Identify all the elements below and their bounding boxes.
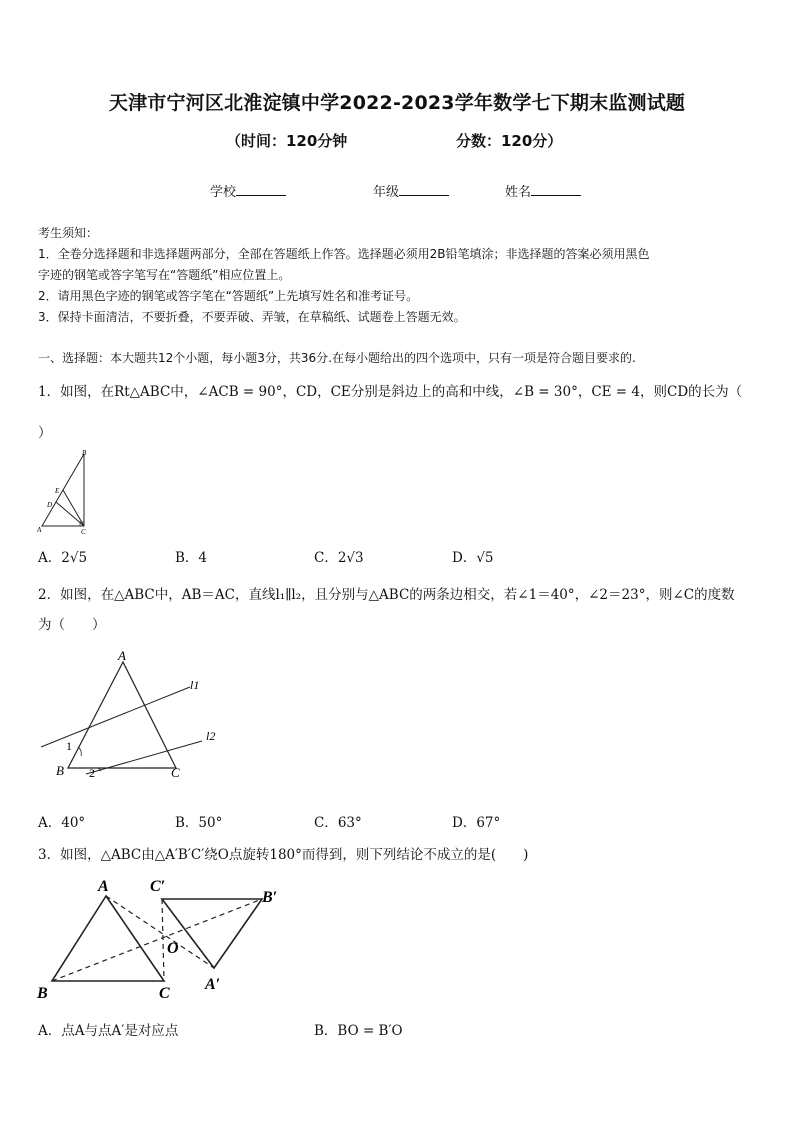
fig2-label-angle2: 2	[89, 766, 95, 780]
fig2-label-angle1: 1	[66, 739, 72, 753]
question-3-figure	[34, 872, 294, 1004]
question-3-option-b[interactable]: B．BO = B′O	[314, 1023, 403, 1039]
question-1-option-a[interactable]: A．2√5	[38, 550, 88, 566]
question-2-figure	[36, 644, 226, 784]
school-field: 学校	[210, 181, 286, 200]
question-2-text-end: 为（ ）	[38, 617, 106, 633]
fig3-label-o: O	[167, 940, 179, 957]
name-field: 姓名	[505, 181, 581, 200]
section-heading: 一、选择题：本大题共12个小题，每小题3分，共36分.在每小题给出的四个选项中，只有一项是符合题目要求的.	[38, 351, 636, 365]
notice-item: 1．全卷分选择题和非选择题两部分，全部在答题纸上作答。选择题必须用2B铅笔填涂；非选择题的答案必须用黑色	[38, 247, 650, 261]
time-label: （时间：120分钟	[226, 132, 348, 150]
question-1-text-end: ）	[38, 425, 52, 441]
fig3-label-b-prime: B′	[262, 889, 278, 906]
fig3-label-b: B	[37, 985, 48, 1002]
notice-item: 3．保持卡面清洁，不要折叠，不要弄破、弄皱，在草稿纸、试题卷上答题无效。	[38, 310, 466, 324]
fig1-label-a: A	[37, 526, 42, 534]
question-2-text: 2．如图，在△ABC中，AB＝AC，直线l₁∥l₂，且分别与△ABC的两条边相交，若∠1＝40°，∠2＝23°，则∠C的度数	[38, 587, 735, 603]
question-1-option-c[interactable]: C．2√3	[314, 550, 364, 566]
grade-field: 年级	[373, 181, 449, 200]
fig3-label-a: A	[98, 878, 109, 895]
fig3-label-c: C	[159, 985, 170, 1002]
question-1-option-d[interactable]: D．√5	[452, 550, 494, 566]
question-1-figure	[36, 446, 96, 534]
fig1-label-c: C	[81, 528, 86, 534]
fig2-label-l2: l2	[206, 729, 216, 743]
question-2-option-d[interactable]: D．67°	[452, 815, 501, 831]
fig2-label-l1: l1	[190, 678, 200, 692]
question-3-option-a[interactable]: A．点A与点A′是对应点	[38, 1023, 179, 1039]
fig2-label-a: A	[118, 648, 126, 663]
notice-heading: 考生须知：	[38, 226, 99, 240]
question-2-option-b[interactable]: B．50°	[175, 815, 223, 831]
fig2-label-c: C	[171, 765, 180, 780]
notice-item: 字迹的钢笔或答字笔写在“答题纸”相应位置上。	[38, 268, 291, 282]
fig1-label-d: D	[47, 501, 53, 509]
question-2-option-c[interactable]: C．63°	[314, 815, 362, 831]
question-1-text: 1．如图，在Rt△ABC中，∠ACB = 90°，CD，CE分别是斜边上的高和中线，∠B = 30°，CE = 4，则CD的长为（	[38, 384, 743, 400]
fig2-label-b: B	[56, 763, 64, 778]
fig1-label-b: B	[82, 449, 87, 457]
fig1-label-e: E	[55, 487, 60, 495]
fig3-label-a-prime: A′	[205, 976, 221, 993]
score-label: 分数：120分）	[456, 132, 563, 150]
question-2-option-a[interactable]: A．40°	[38, 815, 86, 831]
page-title: 天津市宁河区北淮淀镇中学2022-2023学年数学七下期末监测试题	[108, 92, 686, 114]
question-3-text: 3．如图，△ABC由△A′B′C′绕O点旋转180°而得到，则下列结论不成立的是( )	[38, 847, 529, 863]
notice-item: 2．请用黑色字迹的钢笔或答字笔在“答题纸”上先填写姓名和准考证号。	[38, 289, 419, 303]
fig3-label-c-prime: C′	[150, 878, 166, 895]
question-1-option-b[interactable]: B．4	[175, 550, 208, 566]
